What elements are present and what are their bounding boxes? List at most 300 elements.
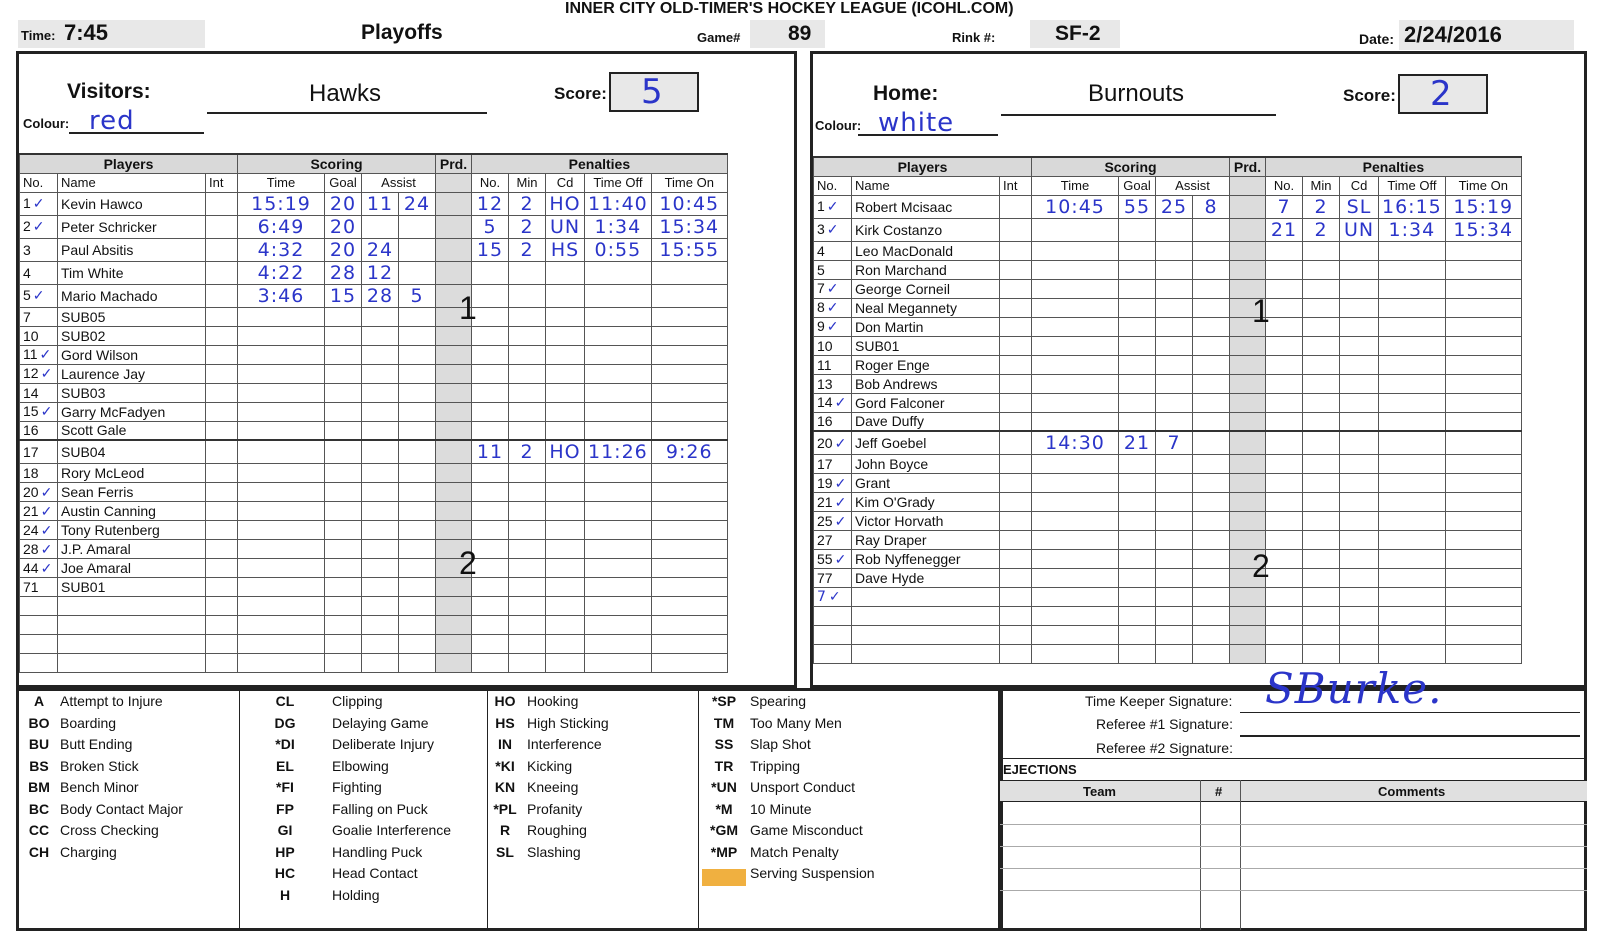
penalty-off (1379, 374, 1446, 393)
home-player-row (814, 355, 1522, 374)
player-int (1000, 336, 1032, 355)
player-name: Leo MacDonald (852, 241, 1000, 260)
penalty-off (1379, 474, 1446, 493)
visitors-score-label: Score: (554, 84, 607, 103)
score-goal (1119, 260, 1156, 279)
penalty-description: Clipping (332, 693, 383, 709)
player-name: Don Martin (852, 317, 1000, 336)
penalty-no: 11 (472, 440, 509, 464)
player-number: 21 ✓ (20, 502, 58, 521)
home-player-row (814, 588, 1522, 607)
period-cell (1230, 512, 1266, 531)
player-name: Victor Horvath (852, 512, 1000, 531)
score-goal (325, 383, 362, 402)
period-cell (1230, 260, 1266, 279)
penalty-off (1379, 512, 1446, 531)
player-number: 10 (814, 336, 852, 355)
home-player-row (814, 550, 1522, 569)
penalty-no (1266, 260, 1303, 279)
penalty-min: 2 (509, 238, 546, 261)
score-a1 (1156, 474, 1193, 493)
visitors-player-row (20, 383, 728, 402)
penalty-description: Profanity (527, 800, 583, 817)
visitors-player-row (20, 502, 728, 521)
player-number: 7 ✓ (814, 588, 852, 607)
score-a2 (1193, 550, 1230, 569)
score-time (1032, 588, 1119, 607)
penalty-off (585, 421, 652, 440)
penalty-min (509, 502, 546, 521)
penalty-min: 2 (1303, 195, 1340, 218)
penalty-off (1379, 455, 1446, 474)
score-a2 (1193, 588, 1230, 607)
home-player-row (814, 626, 1522, 645)
visitors-player-row (20, 215, 728, 238)
score-time: 10:45 (1032, 195, 1119, 218)
penalty-min (509, 326, 546, 345)
score-time (1032, 218, 1119, 241)
penalty-off (585, 559, 652, 578)
penalty-no (472, 654, 509, 673)
penalty-on (651, 502, 727, 521)
penalty-no: 12 (472, 192, 509, 215)
player-name: SUB01 (58, 578, 206, 597)
penalty-on (651, 307, 727, 326)
player-name: Neal Megannety (852, 298, 1000, 317)
time-label: Time: (21, 28, 56, 43)
penalty-off (585, 597, 652, 616)
player-int (206, 597, 238, 616)
penalty-on (651, 521, 727, 540)
ejections-title: EJECTIONS (1003, 762, 1077, 777)
player-number: 7 ✓ (814, 279, 852, 298)
home-score: 2 (1430, 74, 1453, 114)
penalty-on (651, 597, 727, 616)
penalty-no (1266, 645, 1303, 664)
penalty-cd (546, 364, 585, 383)
penalty-description: Charging (60, 843, 117, 860)
player-name: Ron Marchand (852, 260, 1000, 279)
player-name: Robert Mcisaac (852, 195, 1000, 218)
penalty-description: Tripping (750, 757, 801, 774)
penalty-off (1379, 393, 1446, 412)
visitors-player-row (20, 421, 728, 440)
penalty-no (472, 261, 509, 284)
player-int (206, 540, 238, 559)
league-title: INNER CITY OLD-TIMER'S HOCKEY LEAGUE (ICOHL.COM) (565, 0, 1014, 17)
visitors-col-header (436, 173, 472, 192)
penalty-off (1379, 607, 1446, 626)
score-a2 (399, 559, 436, 578)
penalty-description: Butt Ending (60, 736, 133, 752)
score-a1 (1156, 588, 1193, 607)
penalty-on (1445, 588, 1521, 607)
penalty-on: 9:26 (651, 440, 727, 464)
penalty-on (1445, 531, 1521, 550)
score-time: 15:19 (238, 192, 325, 215)
score-a2 (399, 345, 436, 364)
penalty-off (1379, 493, 1446, 512)
score-time (238, 597, 325, 616)
period-cell (436, 521, 472, 540)
penalty-no (1266, 512, 1303, 531)
penalty-off (585, 326, 652, 345)
penalty-off (585, 261, 652, 284)
score-time (238, 440, 325, 464)
penalty-code: H (279, 886, 291, 903)
score-a2 (399, 521, 436, 540)
player-number: 16 (814, 412, 852, 431)
visitors-col-header: Time Off (585, 173, 652, 192)
penalty-on (1445, 569, 1521, 588)
penalty-code: *SP (711, 693, 737, 709)
penalty-no (472, 635, 509, 654)
serving-suspension-swatch (702, 869, 746, 886)
player-number: 5 (814, 260, 852, 279)
period-cell (1230, 455, 1266, 474)
penalty-off (1379, 569, 1446, 588)
player-number (20, 635, 58, 654)
penalty-cd (546, 402, 585, 421)
penalty-code: HS (495, 714, 515, 731)
score-goal (325, 307, 362, 326)
visitors-player-row (20, 326, 728, 345)
checkmark-icon: ✓ (40, 403, 53, 419)
penalty-description: Body Contact Major (60, 800, 183, 817)
penalty-on (1445, 607, 1521, 626)
player-number (20, 597, 58, 616)
score-a2 (1193, 393, 1230, 412)
penalty-cd (546, 559, 585, 578)
penalty-on (651, 559, 727, 578)
penalty-min (1303, 569, 1340, 588)
player-number: 44 ✓ (20, 559, 58, 578)
score-time (1032, 531, 1119, 550)
penalty-code: *KI (495, 757, 515, 774)
player-number: 71 (20, 578, 58, 597)
penalty-on (1445, 512, 1521, 531)
score-time (238, 635, 325, 654)
score-a1 (1156, 241, 1193, 260)
penalty-cd (546, 383, 585, 402)
penalty-min (1303, 493, 1340, 512)
penalty-no (472, 307, 509, 326)
player-name (58, 616, 206, 635)
visitors-colour: red (89, 106, 135, 136)
period-cell (436, 654, 472, 673)
penalty-on (1445, 645, 1521, 664)
player-name: SUB03 (58, 383, 206, 402)
player-name: Sean Ferris (58, 483, 206, 502)
score-goal (1119, 455, 1156, 474)
score-a2 (1193, 355, 1230, 374)
penalty-on (1445, 317, 1521, 336)
score-time (1032, 455, 1119, 474)
penalty-no: 7 (1266, 195, 1303, 218)
player-number: 14 ✓ (814, 393, 852, 412)
score-a2 (399, 578, 436, 597)
penalty-cd (546, 483, 585, 502)
player-int (1000, 531, 1032, 550)
score-a1 (1156, 279, 1193, 298)
score-goal (325, 521, 362, 540)
penalty-min (1303, 626, 1340, 645)
penalty-cd (1340, 569, 1379, 588)
score-a2 (1193, 645, 1230, 664)
score-goal (325, 654, 362, 673)
visitors-player-row (20, 464, 728, 483)
penalty-min (1303, 260, 1340, 279)
penalty-min (509, 540, 546, 559)
player-number (814, 607, 852, 626)
penalty-no (472, 383, 509, 402)
penalty-on (1445, 626, 1521, 645)
checkmark-icon: ✓ (32, 195, 45, 211)
period-cell (1230, 607, 1266, 626)
player-int (206, 654, 238, 673)
score-goal: 20 (325, 238, 362, 261)
home-score-label: Score: (1343, 86, 1396, 105)
penalty-off (1379, 550, 1446, 569)
penalty-min (1303, 374, 1340, 393)
penalty-cd (546, 284, 585, 307)
checkmark-icon: ✓ (834, 434, 847, 451)
penalty-description: Hooking (527, 693, 579, 709)
penalty-no (1266, 588, 1303, 607)
period-cell (1230, 493, 1266, 512)
penalty-cd (1340, 374, 1379, 393)
score-time: 4:32 (238, 238, 325, 261)
penalty-no (472, 559, 509, 578)
player-number: 19 ✓ (814, 474, 852, 493)
player-number (20, 616, 58, 635)
penalty-code: BC (28, 800, 50, 817)
score-a1 (362, 502, 399, 521)
player-int (1000, 279, 1032, 298)
penalty-on (651, 578, 727, 597)
player-number (814, 626, 852, 645)
penalty-cd (1340, 455, 1379, 474)
player-number: 7 (20, 307, 58, 326)
penalty-min (1303, 241, 1340, 260)
penalty-on: 15:19 (1445, 195, 1521, 218)
penalty-cd: HO (546, 192, 585, 215)
home-col-header: Min (1303, 176, 1340, 195)
penalty-description: Boarding (60, 714, 117, 731)
score-a2 (1193, 412, 1230, 431)
player-int (1000, 607, 1032, 626)
penalty-min (509, 578, 546, 597)
penalty-off (585, 402, 652, 421)
player-name (852, 588, 1000, 607)
visitors-scoring-header: Scoring (238, 154, 436, 173)
score-time (238, 421, 325, 440)
penalty-off (585, 345, 652, 364)
score-a2 (1193, 218, 1230, 241)
score-time (1032, 626, 1119, 645)
penalty-min (1303, 512, 1340, 531)
penalty-no (1266, 374, 1303, 393)
penalty-off (1379, 317, 1446, 336)
visitors-col-header: Goal (325, 173, 362, 192)
player-name: Gord Falconer (852, 393, 1000, 412)
home-col-header: Time On (1445, 176, 1521, 195)
player-int (1000, 550, 1032, 569)
score-a2 (399, 215, 436, 238)
penalty-min (1303, 607, 1340, 626)
player-name: Rory McLeod (58, 464, 206, 483)
score-a2: 24 (399, 192, 436, 215)
score-a1 (362, 402, 399, 421)
score-time (1032, 241, 1119, 260)
score-a1 (362, 521, 399, 540)
score-a1 (1156, 393, 1193, 412)
home-penalties-header: Penalties (1266, 157, 1522, 176)
penalty-off (1379, 588, 1446, 607)
score-goal (1119, 569, 1156, 588)
score-goal (1119, 355, 1156, 374)
penalty-no (472, 464, 509, 483)
score-a2 (399, 654, 436, 673)
penalty-code: SL (496, 843, 514, 860)
player-int (206, 578, 238, 597)
penalty-min (509, 421, 546, 440)
score-a1 (362, 326, 399, 345)
penalty-no: 21 (1266, 218, 1303, 241)
home-col-header: Time Off (1379, 176, 1446, 195)
penalty-on: 15:34 (651, 215, 727, 238)
score-goal (325, 540, 362, 559)
home-player-row (814, 512, 1522, 531)
visitors-col-header: No. (472, 173, 509, 192)
penalty-on (1445, 412, 1521, 431)
penalty-off: 0:55 (585, 238, 652, 261)
penalty-description: Too Many Men (750, 714, 842, 731)
penalty-min (1303, 588, 1340, 607)
penalty-no (472, 326, 509, 345)
penalty-on (1445, 455, 1521, 474)
penalty-no (1266, 336, 1303, 355)
score-a1 (1156, 531, 1193, 550)
score-a1 (362, 654, 399, 673)
penalty-cd: HO (546, 440, 585, 464)
visitors-player-row (20, 402, 728, 421)
visitors-player-row (20, 261, 728, 284)
player-int (206, 326, 238, 345)
player-name: Dave Hyde (852, 569, 1000, 588)
player-number: 20 ✓ (20, 483, 58, 502)
penalty-cd: SL (1340, 195, 1379, 218)
score-a2 (399, 597, 436, 616)
score-time (238, 502, 325, 521)
score-a2 (399, 326, 436, 345)
player-int (1000, 588, 1032, 607)
visitors-player-row (20, 597, 728, 616)
player-int (1000, 569, 1032, 588)
penalty-cd (1340, 412, 1379, 431)
penalty-cd (1340, 550, 1379, 569)
player-name (58, 654, 206, 673)
score-goal: 55 (1119, 195, 1156, 218)
score-a2 (399, 635, 436, 654)
penalty-on (651, 345, 727, 364)
score-a1 (362, 559, 399, 578)
penalty-no (472, 421, 509, 440)
home-player-row (814, 241, 1522, 260)
penalty-min (509, 345, 546, 364)
penalty-on (1445, 431, 1521, 455)
penalty-cd: HS (546, 238, 585, 261)
penalty-no (1266, 355, 1303, 374)
score-a2 (1193, 626, 1230, 645)
score-goal (1119, 298, 1156, 317)
score-time (238, 364, 325, 383)
visitors-player-row (20, 238, 728, 261)
player-name: Rob Nyffenegger (852, 550, 1000, 569)
penalty-code: BM (28, 779, 50, 795)
player-number: 11 ✓ (20, 345, 58, 364)
player-int (206, 464, 238, 483)
home-col-header: Assist (1156, 176, 1230, 195)
player-number: 14 (20, 383, 58, 402)
player-int (1000, 260, 1032, 279)
player-name: Kevin Hawco (58, 192, 206, 215)
penalty-no (1266, 550, 1303, 569)
penalty-description: Slashing (527, 843, 581, 860)
period-cell (436, 483, 472, 502)
player-name: Garry McFadyen (58, 402, 206, 421)
penalty-cd (1340, 260, 1379, 279)
period-cell (436, 616, 472, 635)
player-number: 10 (20, 326, 58, 345)
penalty-min (1303, 431, 1340, 455)
penalty-cd (546, 635, 585, 654)
player-name: Peter Schricker (58, 215, 206, 238)
score-goal (325, 483, 362, 502)
penalty-no (1266, 531, 1303, 550)
home-player-row (814, 374, 1522, 393)
penalty-cd (546, 502, 585, 521)
player-int (206, 559, 238, 578)
player-number: 5 ✓ (20, 284, 58, 307)
player-int (1000, 412, 1032, 431)
penalty-cd (1340, 241, 1379, 260)
home-player-row (814, 412, 1522, 431)
player-int (1000, 455, 1032, 474)
player-int (1000, 393, 1032, 412)
penalty-no (1266, 279, 1303, 298)
score-a1 (1156, 493, 1193, 512)
penalty-min (509, 284, 546, 307)
penalty-off (1379, 626, 1446, 645)
score-time (238, 464, 325, 483)
player-number: 4 (20, 261, 58, 284)
penalty-on (651, 540, 727, 559)
score-goal (1119, 336, 1156, 355)
penalty-code: BO (28, 714, 50, 731)
player-int (1000, 317, 1032, 336)
player-name: John Boyce (852, 455, 1000, 474)
penalty-no (1266, 626, 1303, 645)
visitors-players-header: Players (20, 154, 238, 173)
player-int (1000, 474, 1032, 493)
penalty-on (1445, 550, 1521, 569)
penalty-cd (546, 597, 585, 616)
player-name: Kim O'Grady (852, 493, 1000, 512)
penalty-min (509, 364, 546, 383)
score-a1 (1156, 336, 1193, 355)
penalty-description: Spearing (750, 693, 807, 709)
